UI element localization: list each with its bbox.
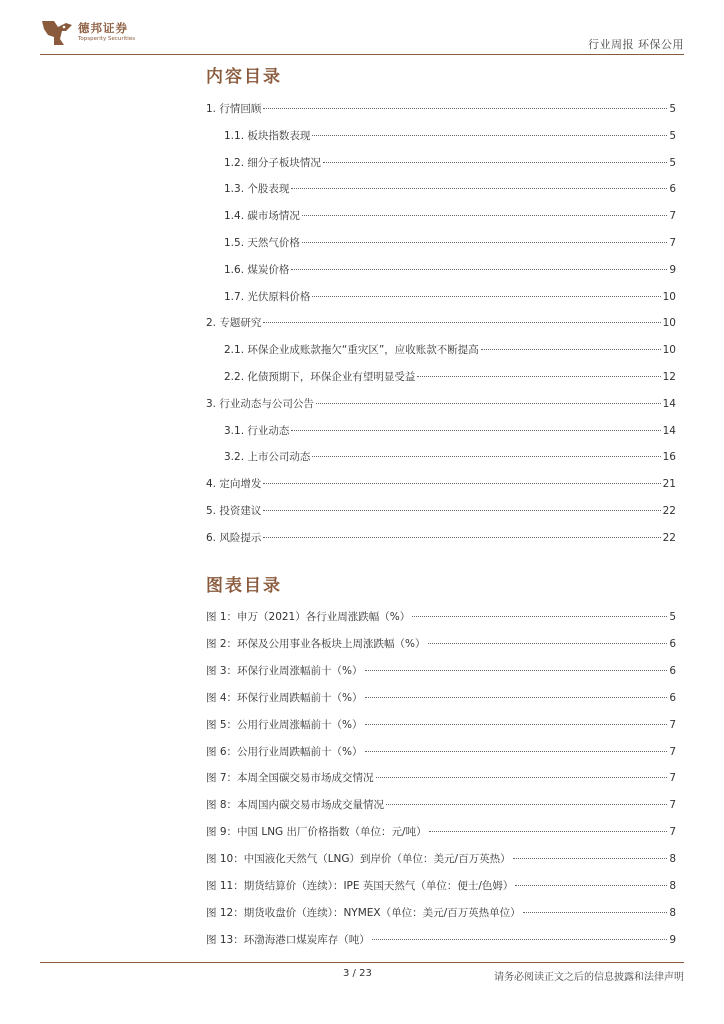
dot-leader (323, 162, 667, 163)
dot-leader (365, 697, 668, 698)
dot-leader (263, 510, 660, 511)
toc-entry-page: 22 (662, 531, 676, 544)
toc-entry-label: 图 7：本周全国碳交易市场成交情况 (206, 772, 374, 785)
dot-leader (312, 135, 667, 136)
toc-entry-label: 图 4：环保行业周跌幅前十（%） (206, 691, 363, 704)
toc-entry-label: 图 2：环保及公用事业各板块上周涨跌幅（%） (206, 637, 426, 650)
toc-entry[interactable] (224, 289, 676, 304)
logo-text-cn: 德邦证券 (78, 21, 128, 35)
toc-entry-label: 1. 行情回顾 (206, 103, 262, 115)
logo-text-en: Topsperity Securities (78, 36, 136, 42)
dot-leader (417, 376, 660, 377)
toc-entry[interactable] (224, 342, 676, 357)
dot-leader (316, 403, 661, 404)
toc-entry-label: 6. 风险提示 (206, 531, 262, 544)
toc-entry-label: 图 8：本周国内碳交易市场成交量情况 (206, 799, 385, 812)
toc-entry-page: 12 (662, 371, 676, 383)
dot-leader (263, 322, 660, 323)
dot-leader (386, 804, 667, 805)
dot-leader (513, 858, 668, 859)
toc-entry-page: 10 (662, 344, 676, 357)
toc-entry-page: 14 (662, 424, 676, 437)
dot-leader (302, 242, 667, 243)
toc-entry[interactable] (206, 717, 676, 732)
toc-entry-page: 6 (669, 664, 676, 677)
toc-entry[interactable] (206, 315, 676, 330)
toc-entry[interactable] (224, 235, 676, 250)
toc-entry[interactable] (224, 208, 676, 223)
toc-entry-label: 4. 定向增发 (206, 478, 262, 491)
toc-entry-label: 1.1. 板块指数表现 (224, 129, 311, 142)
toc-entry-label: 3.1. 行业动态 (224, 424, 290, 437)
toc-entry-page: 5 (669, 611, 676, 623)
dot-leader (291, 269, 667, 270)
toc-entry-label: 图 6：公用行业周跌幅前十（%） (206, 745, 363, 758)
dot-leader (515, 885, 667, 886)
toc-entry[interactable] (206, 744, 676, 759)
dot-leader (428, 643, 668, 644)
toc-entry-page: 6 (669, 637, 676, 650)
logo-icon (40, 17, 74, 47)
dot-leader (372, 939, 668, 940)
toc-entry-label: 图 13：环渤海港口煤炭库存（吨） (206, 933, 370, 946)
dot-leader (291, 188, 667, 189)
toc-entry-label: 2.1. 环保企业成账款拖欠“重灾区”，应收账款不断提高 (224, 344, 479, 357)
toc-entry[interactable] (206, 530, 676, 545)
toc-entry-page: 14 (662, 397, 676, 410)
toc-entry-label: 1.4. 碳市场情况 (224, 210, 300, 223)
toc-entry[interactable] (206, 824, 676, 839)
toc-entry[interactable] (206, 797, 676, 812)
toc-entry-label: 图 12：期货收盘价（连续）：NYMEX（单位：美元/百万英热单位） (206, 906, 521, 919)
toc-entry-page: 5 (669, 156, 676, 169)
dot-leader (481, 349, 661, 350)
toc-entry-page: 9 (669, 933, 676, 946)
toc-entry-label: 1.7. 光伏原料价格 (224, 290, 311, 303)
toc-entry-page: 21 (662, 478, 676, 491)
toc-entry-label: 1.5. 天然气价格 (224, 237, 300, 249)
toc-entry-page: 6 (669, 691, 676, 704)
toc-entry-page: 22 (662, 505, 676, 517)
toc-entry-label: 2.2. 化债预期下，环保企业有望明显受益 (224, 371, 416, 383)
toc-entry[interactable] (206, 503, 676, 518)
toc-entry[interactable] (206, 636, 676, 651)
toc-entry-page: 7 (669, 799, 676, 812)
report-type: 行业周报 环保公用 (588, 38, 684, 51)
dot-leader (365, 751, 668, 752)
toc-entry[interactable] (224, 369, 676, 384)
toc-entry-page: 8 (669, 906, 676, 919)
footer-divider (40, 962, 684, 963)
disclaimer: 请务必阅读正文之后的信息披露和法律声明 (494, 972, 684, 983)
toc-entry[interactable] (206, 770, 676, 785)
toc-entry[interactable] (224, 128, 676, 143)
figures-title: 图表目录 (206, 576, 282, 596)
toc-title: 内容目录 (206, 67, 282, 87)
toc-entry-page: 5 (669, 103, 676, 115)
dot-leader (312, 456, 660, 457)
toc-entry-label: 1.6. 煤炭价格 (224, 263, 290, 276)
toc-entry-label: 3.2. 上市公司动态 (224, 451, 311, 464)
toc-entry-page: 7 (669, 745, 676, 758)
toc-entry-label: 图 5：公用行业周涨幅前十（%） (206, 718, 363, 731)
toc-entry[interactable] (206, 396, 676, 411)
toc-entry-page: 7 (669, 718, 676, 731)
toc-entry[interactable] (224, 155, 676, 170)
dot-leader (429, 831, 668, 832)
toc-entry-label: 2. 专题研究 (206, 317, 262, 330)
toc-entry[interactable] (206, 932, 676, 947)
toc-entry[interactable] (206, 609, 676, 624)
dot-leader (412, 616, 667, 617)
dot-leader (365, 724, 668, 725)
toc-entry[interactable] (206, 101, 676, 116)
toc-entry-page: 10 (662, 317, 676, 330)
header-divider (40, 54, 684, 55)
page-number: 3 / 23 (343, 968, 372, 979)
toc-entry[interactable] (206, 905, 676, 920)
toc-entry-page: 9 (669, 263, 676, 276)
toc-entry-page: 5 (669, 129, 676, 142)
toc-entry[interactable] (224, 423, 676, 438)
toc-entry[interactable] (206, 476, 676, 491)
company-logo (40, 17, 150, 49)
dot-leader (376, 777, 668, 778)
dot-leader (523, 912, 668, 913)
toc-entry[interactable] (206, 663, 676, 678)
toc-entry[interactable] (224, 449, 676, 464)
toc-entry-label: 5. 投资建议 (206, 505, 262, 517)
toc-entry-label: 1.3. 个股表现 (224, 183, 290, 196)
toc-entry-page: 7 (669, 237, 676, 249)
toc-entry-label: 3. 行业动态与公司公告 (206, 397, 314, 410)
toc-entry[interactable] (206, 851, 676, 866)
toc-entry[interactable] (224, 181, 676, 196)
toc-entry-page: 7 (669, 210, 676, 223)
toc-entry-label: 图 9：中国 LNG 出厂价格指数（单位：元/吨） (206, 826, 427, 839)
toc-entry-label: 1.2. 细分子板块情况 (224, 156, 321, 169)
toc-entry-page: 10 (662, 290, 676, 303)
toc-entry[interactable] (206, 878, 676, 893)
toc-entry-page: 7 (669, 772, 676, 785)
toc-entry-label: 图 10：中国液化天然气（LNG）到岸价（单位：美元/百万英热） (206, 853, 511, 866)
dot-leader (263, 108, 667, 109)
toc-entry-page: 16 (662, 451, 676, 464)
toc-entry-page: 6 (669, 183, 676, 196)
toc-entry-page: 8 (669, 853, 676, 866)
toc-entry[interactable] (224, 262, 676, 277)
toc-entry-page: 8 (669, 880, 676, 892)
toc-entry[interactable] (206, 690, 676, 705)
toc-entry-label: 图 1：申万（2021）各行业周涨跌幅（%） (206, 611, 411, 623)
toc-entry-label: 图 11：期货结算价（连续）：IPE 英国天然气（单位：便士/色姆） (206, 880, 514, 892)
toc-entry-label: 图 3：环保行业周涨幅前十（%） (206, 664, 363, 677)
dot-leader (291, 430, 660, 431)
dot-leader (302, 215, 667, 216)
dot-leader (365, 670, 668, 671)
toc-entry-page: 7 (669, 826, 676, 839)
dot-leader (263, 537, 660, 538)
dot-leader (263, 483, 660, 484)
dot-leader (312, 296, 660, 297)
